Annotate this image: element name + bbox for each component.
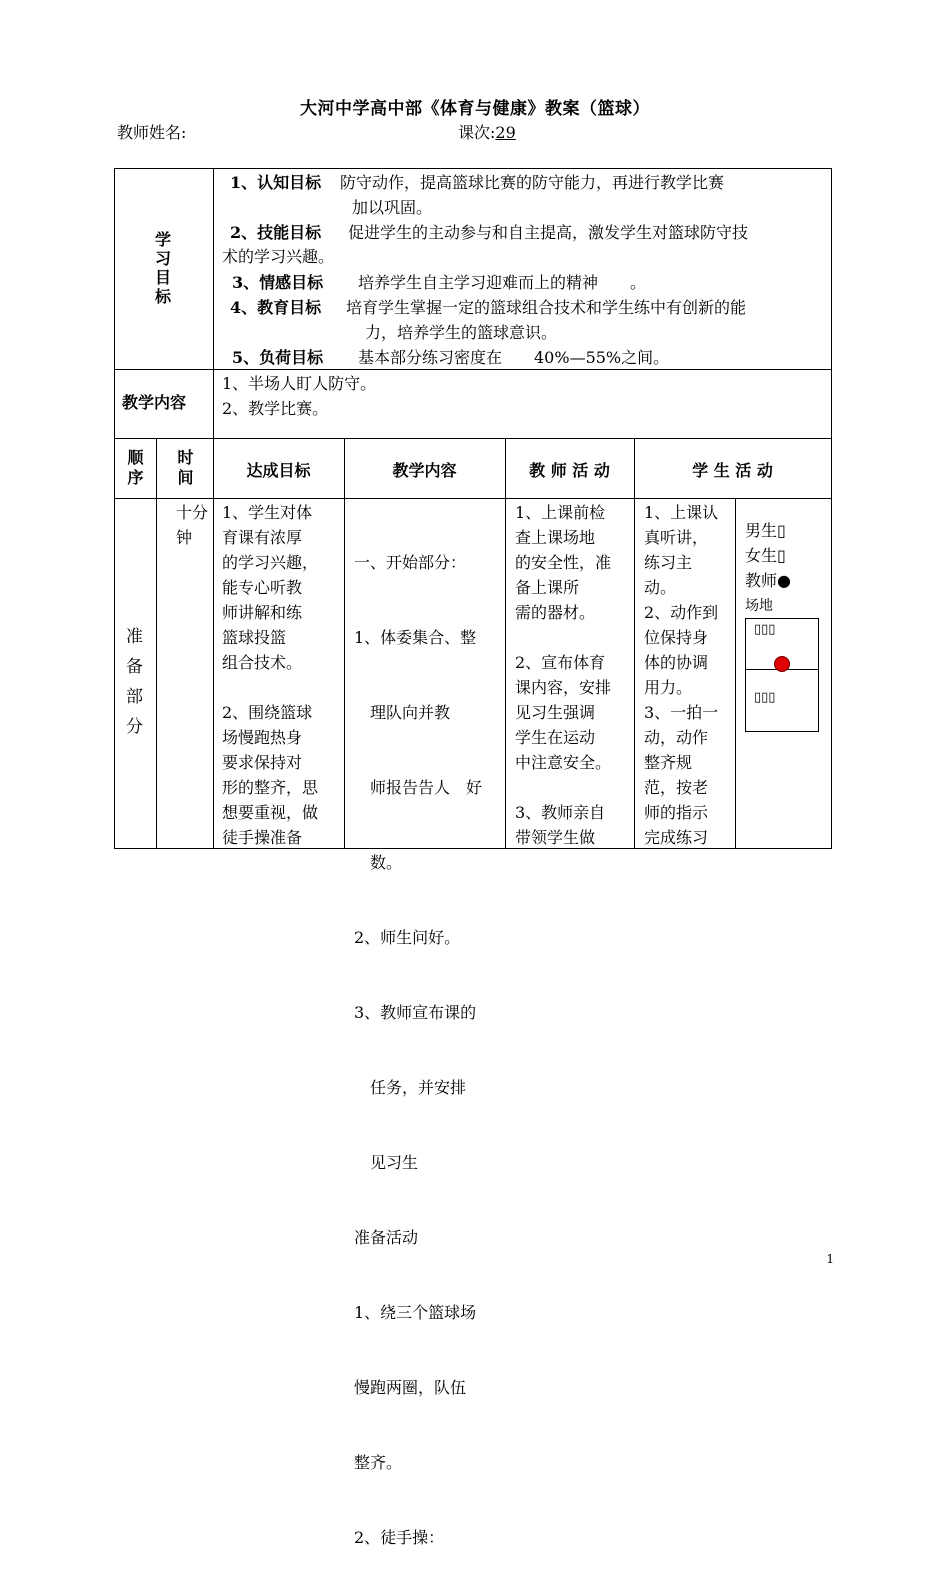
teacher-activity-line: 2、宣布体育 bbox=[515, 653, 606, 672]
teacher-marker-icon bbox=[774, 656, 790, 672]
goals-line: 篮球投篮 bbox=[222, 628, 287, 647]
lesson-number: 29 bbox=[495, 123, 516, 142]
objective-text: 防守动作，提高篮球比赛的防守能力，再进行教学比赛 bbox=[340, 173, 725, 192]
col-divider bbox=[213, 438, 214, 848]
teaching-line: 2、徒手操： bbox=[354, 1528, 445, 1547]
teacher-activity-line: 备上课所 bbox=[515, 578, 580, 597]
field-bottom-group: ▯▯▯ bbox=[754, 690, 776, 705]
section-label: 准备部分 bbox=[126, 627, 143, 737]
header-goals: 达成目标 bbox=[246, 461, 311, 480]
objective-text: 培育学生掌握一定的篮球组合技术和学生练中有创新的能 bbox=[346, 298, 747, 317]
goals-line: 2、围绕篮球 bbox=[222, 703, 313, 722]
objective-text: 加以巩固。 bbox=[352, 198, 433, 217]
header-teaching-content: 教学内容 bbox=[392, 461, 457, 480]
objectives-header: 学习目标 bbox=[154, 230, 171, 306]
header-teacher-activity: 教 师 活 动 bbox=[529, 461, 610, 480]
teaching-line: 一、开始部分： bbox=[354, 553, 467, 572]
objective-text: 术的学习兴趣。 bbox=[222, 247, 335, 266]
goals-line: 要求保持对 bbox=[222, 753, 303, 772]
student-activity-line: 范，按老 bbox=[644, 778, 709, 797]
teacher-activity-line: 需的器材。 bbox=[515, 603, 596, 622]
content-header: 教学内容 bbox=[122, 393, 187, 412]
goals-column bbox=[222, 500, 340, 850]
row-divider bbox=[114, 498, 832, 499]
legend-teacher: 教师● bbox=[745, 571, 791, 590]
teaching-line: 准备活动 bbox=[354, 1228, 419, 1247]
table-border-left bbox=[114, 168, 115, 848]
goals-line: 能专心听教 bbox=[222, 578, 303, 597]
goals-line: 师讲解和练 bbox=[222, 603, 303, 622]
student-activity-line: 3、一拍一 bbox=[644, 703, 719, 722]
goals-line: 想要重视，做 bbox=[222, 803, 319, 822]
teacher-activity-line: 中注意安全。 bbox=[515, 753, 612, 772]
teaching-line: 任务，并安排 bbox=[354, 1078, 467, 1097]
goals-line: 场慢跑热身 bbox=[222, 728, 303, 747]
col-divider bbox=[735, 498, 736, 848]
objective-label: 4、教育目标 bbox=[230, 298, 322, 317]
objective-label: 1、认知目标 bbox=[230, 173, 322, 192]
col-divider bbox=[344, 438, 345, 848]
teacher-activity-line: 3、教师亲自 bbox=[515, 803, 606, 822]
teaching-line: 理队向并教 bbox=[354, 703, 451, 722]
student-activity-column bbox=[644, 500, 732, 850]
goals-line bbox=[222, 675, 340, 700]
teaching-line: 慢跑两圈，队伍 bbox=[354, 1378, 467, 1397]
teaching-line: 见习生 bbox=[354, 1153, 419, 1172]
teaching-line: 2、师生问好。 bbox=[354, 928, 461, 947]
objective-text: 力，培养学生的篮球意识。 bbox=[365, 323, 558, 342]
lesson-number-label: 课次:29 bbox=[458, 123, 516, 142]
objective-text: 培养学生自主学习迎难而上的精神 。 bbox=[358, 273, 647, 292]
col-divider bbox=[213, 168, 214, 439]
teacher-activity-line: 1、上课前检 bbox=[515, 503, 606, 522]
header-order: 顺序 bbox=[127, 448, 144, 487]
objective-text: 基本部分练习密度在 40%—55%之间。 bbox=[358, 348, 670, 367]
table-border-right bbox=[831, 168, 832, 848]
student-activity-line: 真听讲， bbox=[644, 528, 709, 547]
objective-label: 3、情感目标 bbox=[232, 273, 324, 292]
teacher-activity-line: 课内容，安排 bbox=[515, 678, 612, 697]
goals-line: 育课有浓厚 bbox=[222, 528, 303, 547]
field-diagram bbox=[745, 618, 819, 732]
goals-line: 的学习兴趣， bbox=[222, 553, 319, 572]
teacher-activity-line bbox=[515, 775, 631, 800]
teacher-activity-line: 学生在运动 bbox=[515, 728, 596, 747]
student-activity-line: 动。 bbox=[644, 578, 677, 597]
row-divider bbox=[114, 438, 832, 439]
teacher-activity-line: 的安全性，准 bbox=[515, 553, 612, 572]
table-border-top bbox=[114, 168, 832, 169]
header-student-activity: 学 生 活 动 bbox=[692, 461, 773, 480]
goals-line: 形的整齐，思 bbox=[222, 778, 319, 797]
col-divider bbox=[156, 438, 157, 848]
student-activity-line: 动，动作 bbox=[644, 728, 709, 747]
teaching-line: 师报告告人 好 bbox=[354, 778, 483, 797]
teaching-line: 1、体委集合、整 bbox=[354, 628, 477, 647]
teacher-activity-line: 带领学生做 bbox=[515, 828, 596, 847]
objective-text: 促进学生的主动参与和自主提高，激发学生对篮球防守技 bbox=[348, 223, 749, 242]
teaching-line: 数。 bbox=[354, 853, 403, 872]
teacher-activity-column bbox=[515, 500, 631, 850]
page-number: 1 bbox=[826, 1252, 834, 1266]
objective-label: 2、技能目标 bbox=[230, 223, 322, 242]
teacher-name-label: 教师姓名: bbox=[117, 123, 187, 142]
teacher-activity-line bbox=[515, 625, 631, 650]
student-activity-line: 师的指示 bbox=[644, 803, 709, 822]
goals-line: 组合技术。 bbox=[222, 653, 303, 672]
student-activity-line: 1、上课认 bbox=[644, 503, 719, 522]
document-title: 大河中学高中部《体育与健康》教案（篮球） bbox=[300, 99, 650, 119]
legend-field: 场地 bbox=[745, 598, 773, 614]
teacher-activity-line: 查上课场地 bbox=[515, 528, 596, 547]
legend-girls: 女生▯ bbox=[745, 546, 786, 565]
content-item: 2、教学比赛。 bbox=[222, 399, 329, 418]
field-top-group: ▯▯▯ bbox=[754, 622, 776, 637]
goals-line: 徒手操准备 bbox=[222, 828, 303, 847]
teaching-line: 3、教师宣布课的 bbox=[354, 1003, 477, 1022]
teaching-line: 整齐。 bbox=[354, 1453, 403, 1472]
goals-line: 1、学生对体 bbox=[222, 503, 313, 522]
student-activity-line: 体的协调 bbox=[644, 653, 709, 672]
col-divider bbox=[505, 438, 506, 848]
header-time: 时间 bbox=[177, 448, 194, 487]
student-activity-line: 完成练习 bbox=[644, 828, 709, 847]
teaching-line: 1、绕三个篮球场 bbox=[354, 1303, 477, 1322]
col-divider bbox=[634, 438, 635, 848]
objective-label: 5、负荷目标 bbox=[232, 348, 324, 367]
content-item: 1、半场人盯人防守。 bbox=[222, 374, 377, 393]
student-activity-line: 练习主 bbox=[644, 553, 693, 572]
teaching-content-column bbox=[354, 500, 502, 1575]
teacher-activity-line: 见习生强调 bbox=[515, 703, 596, 722]
student-activity-line: 2、动作到 bbox=[644, 603, 719, 622]
student-activity-line: 位保持身 bbox=[644, 628, 709, 647]
student-activity-line: 用力。 bbox=[644, 678, 693, 697]
legend-boys: 男生▯ bbox=[745, 521, 786, 540]
time-value: 十分钟 bbox=[176, 503, 209, 547]
student-activity-line: 整齐规 bbox=[644, 753, 693, 772]
